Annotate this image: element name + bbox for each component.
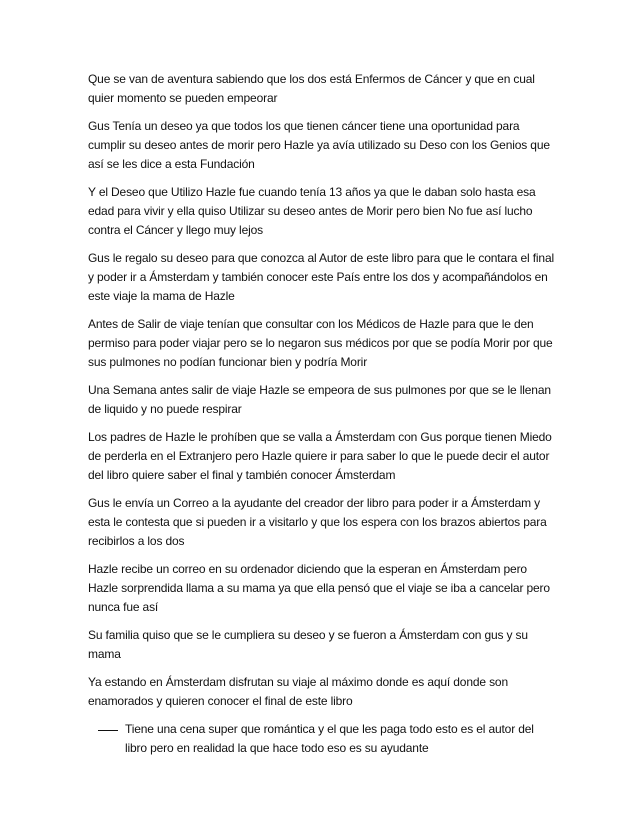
paragraph-9: Hazle recibe un correo en su ordenador diciendo que la esperan en Ámsterdam pero Hazle sorprendida llama a su mama ya que ella pensó que el viaje se iba a cancelar pero nunca fue así	[88, 562, 550, 614]
paragraph-7: Los padres de Hazle le prohíben que se valla a Ámsterdam con Gus porque tienen Miedo de perderla en el Extranjero pero Hazle quiere ir para saber lo que le puede decir el autor del libro quiere saber el final y también conocer Ámsterdam	[88, 430, 552, 482]
paragraph-10: Su familia quiso que se le cumpliera su deseo y se fueron a Ámsterdam con gus y su mama	[88, 628, 528, 661]
paragraph-2: Gus Tenía un deseo ya que todos los que tienen cáncer tiene una oportunidad para cumplir su deseo antes de morir pero Hazle ya avía utilizado su Deso con los Genios que así se les dice a esta Fundación	[88, 119, 550, 171]
bullet-text: Tiene una cena super que romántica y el que les paga todo esto es el autor del libro pero en realidad la que hace todo eso es su ayudante	[125, 722, 534, 755]
paragraph-8: Gus le envía un Correo a la ayudante del creador der libro para poder ir a Ámsterdam y esta le contesta que si pueden ir a visitarlo y que los espera con los brazos abiertos para recibirlos a los dos	[88, 496, 547, 548]
paragraph-3: Y el Deseo que Utilizo Hazle fue cuando tenía 13 años ya que le daban solo hasta esa edad para vivir y ella quiso Utilizar su deseo antes de Morir pero bien No fue así lucho contra el Cáncer y llego muy lejos	[88, 185, 536, 237]
paragraph-4: Gus le regalo su deseo para que conozca al Autor de este libro para que le contara el final y poder ir a Ámsterdam y también conocer este País entre los dos y acompañándolos en este viaje la mama de Hazle	[88, 251, 554, 303]
paragraph-1: Que se van de aventura sabiendo que los dos está Enfermos de Cáncer y que en cual quier momento se pueden empeorar	[88, 72, 535, 105]
bullet-item	[88, 720, 558, 758]
paragraph-11: Ya estando en Ámsterdam disfrutan su viaje al máximo donde es aquí donde son enamorados y quieren conocer el final de este libro	[88, 675, 508, 708]
paragraph-5: Antes de Salir de viaje tenían que consultar con los Médicos de Hazle para que le den permiso para poder viajar pero se lo negaron sus médicos por que se podía Morir por que sus pulmones no podían funcionar bien y podría Morir	[88, 317, 553, 369]
paragraph-6: Una Semana antes salir de viaje Hazle se empeora de sus pulmones por que se le llenan de liquido y no puede respirar	[88, 383, 551, 416]
